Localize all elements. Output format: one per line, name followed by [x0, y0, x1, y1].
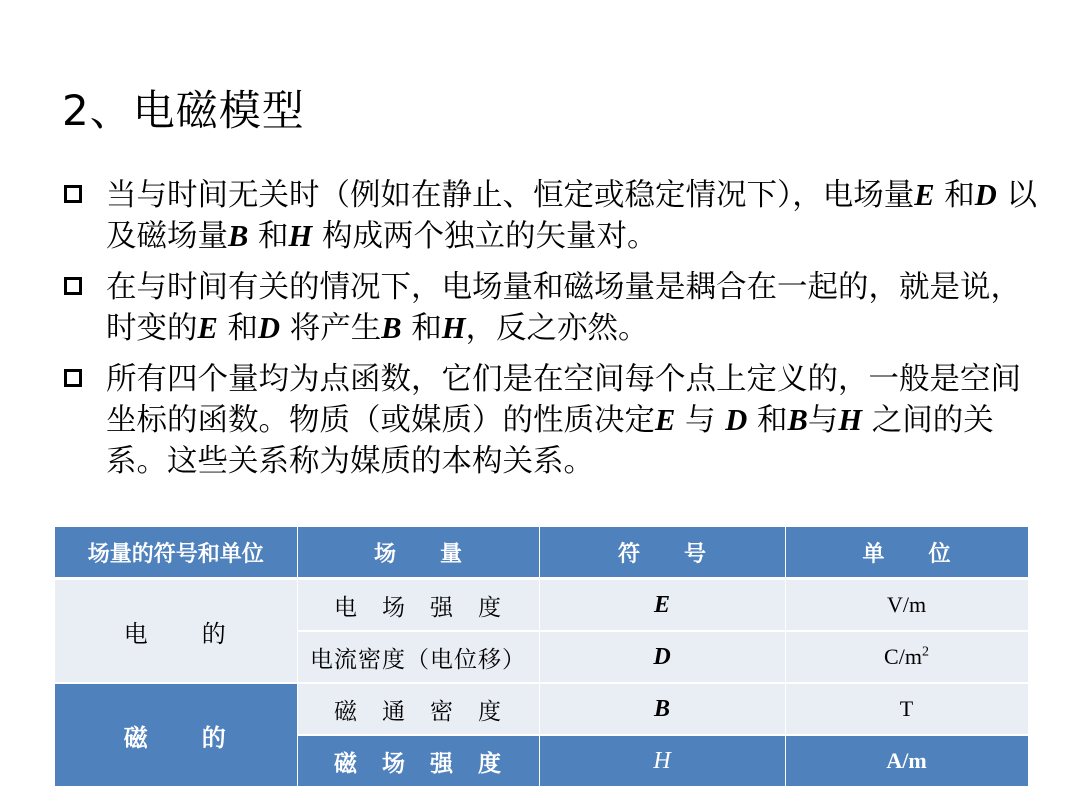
header-cell: 单 位: [785, 527, 1028, 579]
bullet-text: 与: [807, 403, 839, 438]
bullet-text: ，反之亦然。: [465, 311, 649, 346]
field-symbol: B: [228, 219, 249, 253]
bullet-text: 之间的关系。这些关系称为媒质的本构关系。: [106, 403, 994, 479]
bullet-text: 当与时间无关时（例如在静止、恒定或稳定情况下），电场量: [106, 178, 915, 213]
bullet-text: 所有四个量均为点函数，它们是在空间每个点上定义的，一般是空间坐标的函数。物质（或媒质）的性质决定: [106, 362, 1021, 438]
square-bullet-icon: [64, 369, 82, 387]
field-units-table: [55, 527, 1029, 788]
quantity-cell: 电 场 强 度: [297, 579, 539, 632]
bullet-text: 和: [217, 311, 259, 346]
symbol-cell: B: [539, 683, 785, 735]
group-magnetic: 磁 的: [55, 683, 297, 787]
bullet-list: [62, 175, 1042, 492]
field-symbol: H: [441, 311, 466, 345]
unit-cell: [785, 631, 1028, 683]
quantity-cell: 电流密度（电位移）: [297, 631, 539, 683]
field-symbol: E: [197, 311, 218, 345]
bullet-text: 和: [401, 311, 442, 346]
symbol-cell: H: [539, 735, 785, 787]
field-symbol: D: [258, 311, 281, 345]
header-cell: 场量的符号和单位: [55, 527, 297, 579]
bullet-item-3: [62, 359, 1042, 482]
square-bullet-icon: [64, 185, 82, 203]
header-cell: 场 量: [297, 527, 539, 579]
header-cell: 符 号: [539, 527, 785, 579]
table-header-row: [55, 527, 1028, 579]
field-symbol: D: [974, 178, 997, 212]
unit-text: C/m: [884, 644, 922, 669]
table-row: [55, 579, 1028, 632]
group-electric: 电 的: [55, 579, 297, 684]
bullet-item-1: [62, 175, 1042, 257]
bullet-text: 和: [934, 178, 975, 213]
bullet-text: 将产生: [280, 311, 382, 346]
field-symbol: B: [787, 403, 808, 437]
quantity-cell: 磁 通 密 度: [297, 683, 539, 735]
unit-cell: T: [785, 683, 1028, 735]
symbol-cell: D: [539, 631, 785, 683]
field-symbol: E: [914, 178, 935, 212]
field-symbol: H: [838, 403, 863, 437]
slide-title: 2、电磁模型: [62, 86, 305, 135]
field-symbol: H: [288, 219, 313, 253]
field-symbol: B: [381, 311, 402, 345]
bullet-text: 和: [248, 219, 289, 254]
symbol-cell: E: [539, 579, 785, 632]
bullet-item-2: [62, 267, 1042, 349]
unit-superscript: 2: [921, 644, 929, 660]
table-row: [55, 683, 1028, 735]
field-symbol: E: [655, 403, 676, 437]
bullet-text: 与: [675, 403, 726, 438]
field-symbol: D: [725, 403, 748, 437]
bullet-text: 和: [747, 403, 788, 438]
unit-cell: V/m: [785, 579, 1028, 632]
unit-cell: A/m: [785, 735, 1028, 787]
bullet-text: 在与时间有关的情况下，电场量和磁场量是耦合在一起的，就是说，时变的: [106, 270, 1021, 346]
quantity-cell: 磁 场 强 度: [297, 735, 539, 787]
square-bullet-icon: [64, 277, 82, 295]
bullet-text: 以及磁场量: [106, 178, 1038, 254]
bullet-text: 构成两个独立的矢量对。: [312, 219, 658, 254]
